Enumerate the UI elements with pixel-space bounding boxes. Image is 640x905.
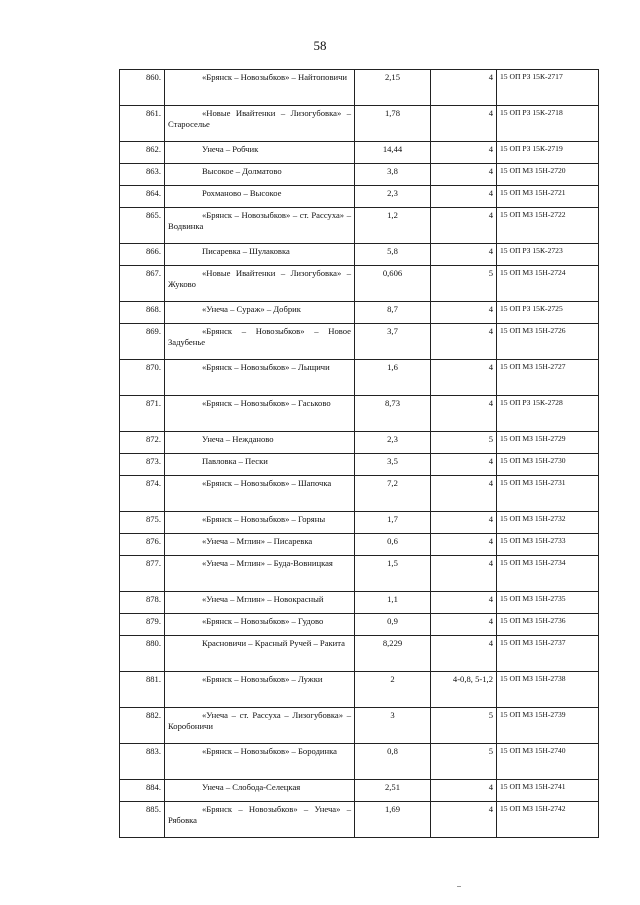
road-length: 1,1 xyxy=(355,592,431,614)
road-name: «Брянск – Новозыбков» – Горяны xyxy=(165,512,355,534)
road-length: 1,7 xyxy=(355,512,431,534)
road-id-code: 15 ОП МЗ 15Н-2727 xyxy=(497,360,599,396)
road-name: Унеча – Слобода-Селецкая xyxy=(165,780,355,802)
road-name: Высокое – Долматово xyxy=(165,164,355,186)
row-number: 862. xyxy=(120,142,165,164)
row-number: 869. xyxy=(120,324,165,360)
road-name: Унеча – Робчик xyxy=(165,142,355,164)
road-id-code: 15 ОП МЗ 15Н-2731 xyxy=(497,476,599,512)
row-number: 879. xyxy=(120,614,165,636)
row-number: 865. xyxy=(120,208,165,244)
road-id-code: 15 ОП МЗ 15Н-2742 xyxy=(497,802,599,838)
road-id-code: 15 ОП МЗ 15Н-2734 xyxy=(497,556,599,592)
page-number: 58 xyxy=(313,38,327,53)
road-name: «Брянск – Новозыбков» – Гаськово xyxy=(165,396,355,432)
table-row xyxy=(120,142,599,164)
road-name: «Брянск – Новозыбков» – Унеча» – Рябовка xyxy=(165,802,355,838)
table-row xyxy=(120,454,599,476)
road-length: 8,7 xyxy=(355,302,431,324)
row-number: 884. xyxy=(120,780,165,802)
row-number: 861. xyxy=(120,106,165,142)
road-category: 4 xyxy=(431,780,497,802)
road-length: 3,8 xyxy=(355,164,431,186)
table-row xyxy=(120,614,599,636)
road-id-code: 15 ОП МЗ 15Н-2730 xyxy=(497,454,599,476)
road-name: Унеча – Нежданово xyxy=(165,432,355,454)
table-row xyxy=(120,266,599,302)
road-category: 4 xyxy=(431,360,497,396)
road-name: «Брянск – Новозыбков» – Шапочка xyxy=(165,476,355,512)
table-row xyxy=(120,164,599,186)
road-length: 8,229 xyxy=(355,636,431,672)
row-number: 864. xyxy=(120,186,165,208)
roads-table xyxy=(119,69,599,838)
table-row xyxy=(120,476,599,512)
row-number: 876. xyxy=(120,534,165,556)
road-length: 3,5 xyxy=(355,454,431,476)
road-name: «Брянск – Новозыбков» – Новое Задубенье xyxy=(165,324,355,360)
road-length: 1,78 xyxy=(355,106,431,142)
road-length: 1,69 xyxy=(355,802,431,838)
road-length: 3 xyxy=(355,708,431,744)
row-number: 870. xyxy=(120,360,165,396)
road-id-code: 15 ОП РЗ 15К-2723 xyxy=(497,244,599,266)
road-id-code: 15 ОП РЗ 15К-2717 xyxy=(497,70,599,106)
road-length: 0,9 xyxy=(355,614,431,636)
row-number: 872. xyxy=(120,432,165,454)
road-category: 4 xyxy=(431,164,497,186)
road-id-code: 15 ОП МЗ 15Н-2736 xyxy=(497,614,599,636)
road-length: 2,51 xyxy=(355,780,431,802)
road-length: 2 xyxy=(355,672,431,708)
row-number: 866. xyxy=(120,244,165,266)
road-id-code: 15 ОП МЗ 15Н-2733 xyxy=(497,534,599,556)
road-name: «Брянск – Новозыбков» – Найтоповичи xyxy=(165,70,355,106)
row-number: 874. xyxy=(120,476,165,512)
road-length: 7,2 xyxy=(355,476,431,512)
road-category: 4 xyxy=(431,186,497,208)
row-number: 873. xyxy=(120,454,165,476)
road-category: 4 xyxy=(431,396,497,432)
row-number: 867. xyxy=(120,266,165,302)
road-id-code: 15 ОП МЗ 15Н-2735 xyxy=(497,592,599,614)
road-category: 4 xyxy=(431,636,497,672)
road-id-code: 15 ОП МЗ 15Н-2741 xyxy=(497,780,599,802)
road-id-code: 15 ОП МЗ 15Н-2732 xyxy=(497,512,599,534)
road-length: 0,6 xyxy=(355,534,431,556)
road-name: Рохманово – Высокое xyxy=(165,186,355,208)
roads-table-body xyxy=(120,70,599,838)
road-category: 4 xyxy=(431,302,497,324)
row-number: 883. xyxy=(120,744,165,780)
row-number: 877. xyxy=(120,556,165,592)
road-length: 8,73 xyxy=(355,396,431,432)
table-row xyxy=(120,396,599,432)
table-row xyxy=(120,432,599,454)
row-number: 868. xyxy=(120,302,165,324)
road-name: «Брянск – Новозыбков» – Гудово xyxy=(165,614,355,636)
road-id-code: 15 ОП МЗ 15Н-2724 xyxy=(497,266,599,302)
table-row xyxy=(120,636,599,672)
road-length: 2,3 xyxy=(355,186,431,208)
road-category: 4 xyxy=(431,476,497,512)
row-number: 860. xyxy=(120,70,165,106)
road-name: «Брянск – Новозыбков» – ст. Рассуха» – Водвинка xyxy=(165,208,355,244)
table-row xyxy=(120,186,599,208)
road-name: «Унеча – Сураж» – Добрик xyxy=(165,302,355,324)
road-category: 4 xyxy=(431,324,497,360)
road-length: 0,606 xyxy=(355,266,431,302)
road-category: 4 xyxy=(431,142,497,164)
road-length: 1,2 xyxy=(355,208,431,244)
road-id-code: 15 ОП МЗ 15Н-2729 xyxy=(497,432,599,454)
table-row xyxy=(120,556,599,592)
road-category: 4 xyxy=(431,592,497,614)
road-id-code: 15 ОП РЗ 15К-2719 xyxy=(497,142,599,164)
table-row xyxy=(120,780,599,802)
road-id-code: 15 ОП МЗ 15Н-2722 xyxy=(497,208,599,244)
table-row xyxy=(120,512,599,534)
road-name: «Брянск – Новозыбков» – Бородинка xyxy=(165,744,355,780)
road-id-code: 15 ОП МЗ 15Н-2737 xyxy=(497,636,599,672)
scan-mark xyxy=(457,886,461,887)
table-row xyxy=(120,70,599,106)
road-category: 4 xyxy=(431,534,497,556)
road-category: 4 xyxy=(431,208,497,244)
road-length: 0,8 xyxy=(355,744,431,780)
road-category: 4-0,8, 5-1,2 xyxy=(431,672,497,708)
road-category: 4 xyxy=(431,802,497,838)
road-category: 4 xyxy=(431,556,497,592)
road-length: 2,3 xyxy=(355,432,431,454)
table-row xyxy=(120,302,599,324)
road-category: 5 xyxy=(431,432,497,454)
road-category: 4 xyxy=(431,512,497,534)
table-row xyxy=(120,208,599,244)
row-number: 875. xyxy=(120,512,165,534)
row-number: 878. xyxy=(120,592,165,614)
road-category: 4 xyxy=(431,454,497,476)
road-category: 4 xyxy=(431,106,497,142)
road-length: 14,44 xyxy=(355,142,431,164)
table-row xyxy=(120,672,599,708)
road-id-code: 15 ОП МЗ 15Н-2740 xyxy=(497,744,599,780)
row-number: 880. xyxy=(120,636,165,672)
table-row xyxy=(120,708,599,744)
row-number: 885. xyxy=(120,802,165,838)
road-name: Павловка – Пески xyxy=(165,454,355,476)
road-name: «Унеча – Мглин» – Писаревка xyxy=(165,534,355,556)
road-category: 5 xyxy=(431,744,497,780)
road-id-code: 15 ОП МЗ 15Н-2720 xyxy=(497,164,599,186)
table-row xyxy=(120,106,599,142)
row-number: 863. xyxy=(120,164,165,186)
road-name: «Брянск – Новозыбков» – Лужки xyxy=(165,672,355,708)
road-name: Красновичи – Красный Ручей – Ракита xyxy=(165,636,355,672)
road-length: 5,8 xyxy=(355,244,431,266)
road-category: 4 xyxy=(431,244,497,266)
road-name: «Унеча – Мглин» – Новокрасный xyxy=(165,592,355,614)
table-row xyxy=(120,324,599,360)
road-name: «Брянск – Новозыбков» – Лыщичи xyxy=(165,360,355,396)
road-id-code: 15 ОП РЗ 15К-2725 xyxy=(497,302,599,324)
table-row xyxy=(120,244,599,266)
road-category: 5 xyxy=(431,708,497,744)
table-row xyxy=(120,802,599,838)
road-length: 1,5 xyxy=(355,556,431,592)
road-length: 1,6 xyxy=(355,360,431,396)
road-id-code: 15 ОП МЗ 15Н-2726 xyxy=(497,324,599,360)
road-name: «Новые Ивайтенки – Лизогубовка» – Жуково xyxy=(165,266,355,302)
table-row xyxy=(120,592,599,614)
road-category: 4 xyxy=(431,70,497,106)
road-id-code: 15 ОП МЗ 15Н-2738 xyxy=(497,672,599,708)
table-row xyxy=(120,534,599,556)
road-category: 5 xyxy=(431,266,497,302)
road-length: 2,15 xyxy=(355,70,431,106)
road-name: «Унеча – ст. Рассуха – Лизогубовка» – Коробоничи xyxy=(165,708,355,744)
road-name: «Унеча – Мглин» – Буда-Вовницкая xyxy=(165,556,355,592)
row-number: 882. xyxy=(120,708,165,744)
road-id-code: 15 ОП МЗ 15Н-2739 xyxy=(497,708,599,744)
table-row xyxy=(120,360,599,396)
road-name: Писаревка – Шулаковка xyxy=(165,244,355,266)
row-number: 871. xyxy=(120,396,165,432)
road-name: «Новые Ивайтенки – Лизогубовка» – Староселье xyxy=(165,106,355,142)
road-length: 3,7 xyxy=(355,324,431,360)
row-number: 881. xyxy=(120,672,165,708)
table-row xyxy=(120,744,599,780)
road-id-code: 15 ОП РЗ 15К-2728 xyxy=(497,396,599,432)
road-id-code: 15 ОП МЗ 15Н-2721 xyxy=(497,186,599,208)
road-id-code: 15 ОП РЗ 15К-2718 xyxy=(497,106,599,142)
road-category: 4 xyxy=(431,614,497,636)
